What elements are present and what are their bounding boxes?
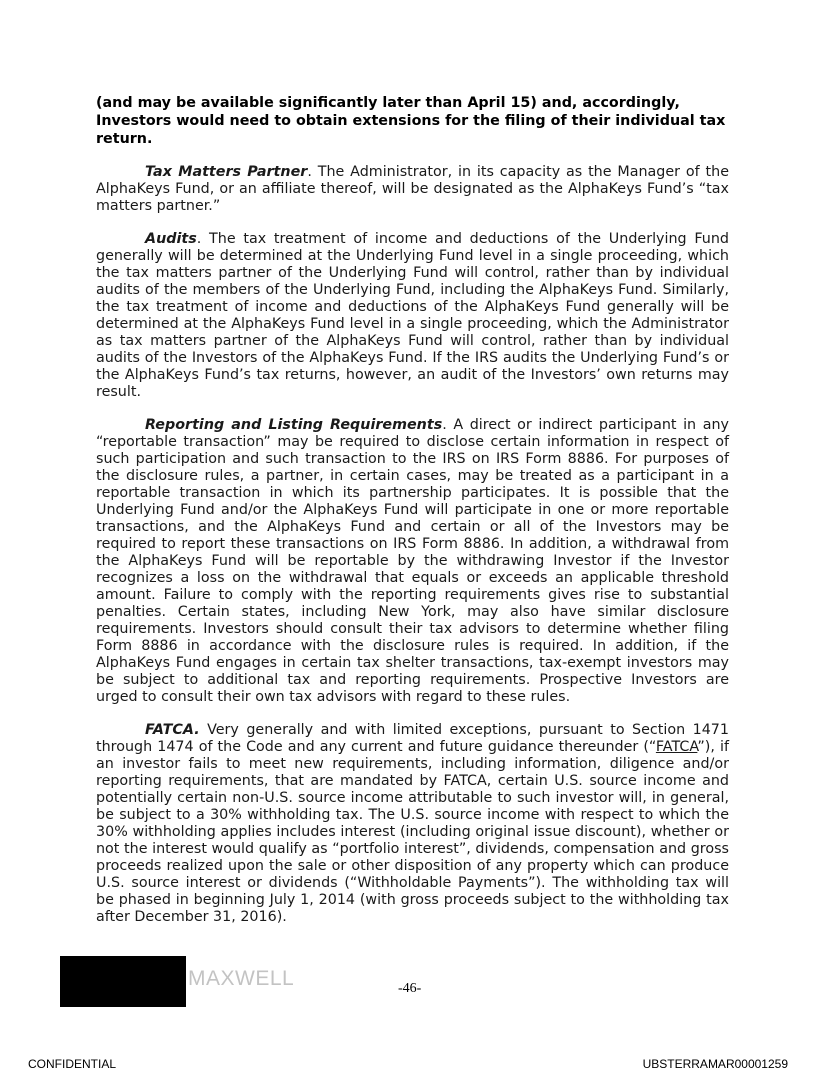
reporting-heading: Reporting and Listing Requirements (145, 417, 443, 433)
reporting-paragraph (96, 417, 729, 706)
fatca-heading: FATCA. (145, 722, 200, 738)
fatca-paragraph (96, 722, 729, 926)
audits-paragraph (96, 231, 729, 401)
bates-number: UBSTERRAMAR00001259 (642, 1057, 788, 1071)
tax-matters-paragraph (96, 164, 729, 215)
tax-matters-heading: Tax Matters Partner (145, 164, 308, 180)
fatca-defined-term: FATCA (655, 739, 698, 755)
tax-matters-heading-period: . (307, 164, 312, 180)
document-body (96, 94, 729, 926)
audits-heading: Audits (145, 231, 197, 247)
confidential-stamp: CONFIDENTIAL (28, 1057, 117, 1071)
lead-paragraph: (and may be available significantly later than April 15) and, accordingly, Investors would need to obtain extensions for the filing of their individual tax return. (96, 95, 726, 147)
audits-heading-period: . (196, 231, 202, 247)
maxwell-watermark: MAXWELL (188, 967, 295, 990)
audits-text: The tax treatment of income and deductions of the Underlying Fund generally will be determined at the Underlying Fund level in a single proceeding, which the tax matters partner of the Underlying Fund will control, rather than by individual audits of the members of the Underlying Fund, including the AlphaKeys Fund. Similarly, the tax treatment of income and deductions of the AlphaKeys Fund generally will be determined at the AlphaKeys Fund level in a single proceeding, which the Administrator as tax matters partner of the AlphaKeys Fund will control, rather than by individual audits of the Investors of the AlphaKeys Fund. If the IRS audits the Underlying Fund’s or the AlphaKeys Fund’s tax returns, however, an audit of the Investors’ own returns may result. (96, 231, 729, 400)
redaction-bar (60, 956, 186, 1007)
reporting-heading-period: . (442, 417, 447, 433)
fatca-text-before: Very generally and with limited exceptions, pursuant to Section 1471 through 1474 of the Code and any current and future guidance thereunder (“ (96, 722, 729, 755)
reporting-text: A direct or indirect participant in any “reportable transaction” may be required to disclose certain information in respect of such participation and such transaction to the IRS on IRS Form 8886. For purposes of the disclosure rules, a partner, in certain cases, may be treated as a participant in a reportable transaction in which its partnership participates. It is possible that the Underlying Fund and/or the AlphaKeys Fund will participate in one or more reportable transactions, and the AlphaKeys Fund and certain or all of the Investors may be required to report these transactions on IRS Form 8886. In addition, a withdrawal from the AlphaKeys Fund will be reportable by the withdrawing Investor if the Investor recognizes a loss on the withdrawal that equals or exceeds an applicable threshold amount. Failure to comply with the reporting requirements gives rise to substantial penalties. Certain states, including New York, may also have similar disclosure requirements. Investors should consult their tax advisors to determine whether filing Form 8886 in accordance with the disclosure rules is required. In addition, if the AlphaKeys Fund engages in certain tax shelter transactions, tax-exempt investors may be subject to additional tax and reporting requirements. Prospective Investors are urged to consult their own tax advisors with regard to these rules. (96, 417, 729, 705)
tax-matters-text: The Administrator, in its capacity as the Manager of the AlphaKeys Fund, or an affiliate thereof, will be designated as the AlphaKeys Fund’s “tax matters partner.” (96, 164, 730, 214)
fatca-text-after: ”), if an investor fails to meet new requirements, including information, diligence and/or reporting requirements, that are mandated by FATCA, certain U.S. source income and potentially certain non-U.S. source income attributable to such investor will, in general, be subject to a 30% withholding tax. The U.S. source income with respect to which the 30% withholding applies includes interest (including original issue discount), whether or not the interest would qualify as “portfolio interest”, dividends, compensation and gross proceeds realized upon the sale or other disposition of any property which can produce U.S. source interest or dividends (“Withholdable Payments”). The withholding tax will be phased in beginning July 1, 2014 (with gross proceeds subject to the withholding tax after December 31, 2016). (96, 739, 729, 925)
page-number: -46- (398, 981, 422, 996)
